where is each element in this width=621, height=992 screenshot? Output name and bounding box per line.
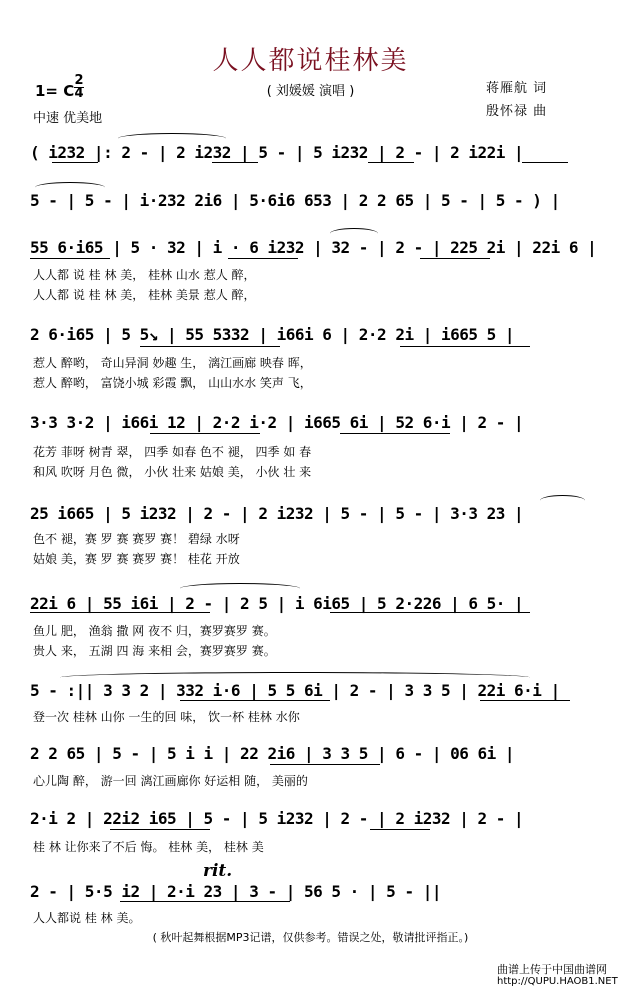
watermark-url: http://QUPU.HAOB1.NET — [497, 976, 618, 987]
score-line-7-lyrics-verse-1: 鱼儿 肥， 渔翁 撒 网 夜不 归，赛罗赛罗 赛。 — [33, 624, 276, 638]
ritardando-mark: rit. — [203, 861, 233, 881]
tie-slur — [180, 583, 300, 594]
score-line-4-notes: 2 6·i65 | 5 5↘ | 55 5332 | i66i 6 | 2·2 2i | i665 5 | — [30, 325, 515, 344]
score-line-4-lyrics-verse-1: 惹人 醉哟， 奇山异洞 妙趣 生， 漓江画廊 映春 晖， — [33, 356, 312, 370]
score-line-3-lyrics-verse-1: 人人都 说 桂 林 美， 桂林 山水 惹人 醉， — [33, 268, 256, 282]
beam-underline — [368, 162, 414, 163]
tie-slur — [60, 672, 530, 683]
score-line-8-lyrics: 登一次 桂林 山你 一生的回 味， 饮一杯 桂林 水你 — [33, 710, 300, 724]
tie-slur — [35, 182, 105, 193]
beam-underline — [120, 901, 290, 902]
score-line-8-notes: 5 - :|| 3 3 2 | 332 i·6 | 5 5 6i | 2 - | 3 3 5 | 22i 6·i | — [30, 681, 560, 700]
tie-slur — [330, 228, 378, 239]
beam-underline — [400, 346, 530, 347]
time-signature-bottom: 4 — [74, 86, 84, 101]
beam-underline — [420, 258, 490, 259]
score-line-7-notes: 22i 6 | 55 i6i | 2 - | 2 5 | i 6i65 | 5 2·226 | 6 5· | — [30, 594, 524, 613]
score-line-5-notes: 3·3 3·2 | i66i 12 | 2·2 i·2 | i665 6i | 52 6·i | 2 - | — [30, 413, 524, 432]
beam-underline — [150, 433, 260, 434]
score-line-6-lyrics-verse-1: 色不 褪，赛 罗 赛 赛罗 赛！ 碧绿 水呀 — [33, 532, 240, 546]
beam-underline — [140, 346, 280, 347]
score-line-2-notes: 5 - | 5 - | i·232 2i6 | 5·6i6 653 | 2 2 65 | 5 - | 5 - ) | — [30, 191, 560, 210]
beam-underline — [212, 162, 258, 163]
tempo-marking: 中速 优美地 — [33, 111, 103, 126]
tie-slur — [118, 133, 226, 144]
score-line-5-lyrics-verse-2: 和风 吹呀 月色 微， 小伙 壮来 姑娘 美， 小伙 壮 来 — [33, 465, 312, 479]
score-line-10-notes: 2·i 2 | 22i2 i65 | 5 - | 5 i232 | 2 - | 2 i232 | 2 - | — [30, 809, 524, 828]
beam-underline — [52, 162, 98, 163]
composer-credit: 殷怀禄 曲 — [486, 104, 548, 119]
score-line-1-notes: ( i232 |: 2 - | 2 i232 | 5 - | 5 i232 | 2 - | 2 i22i | — [30, 143, 524, 162]
watermark-site-name: 曲谱上传于中国曲谱网 — [497, 963, 607, 976]
beam-underline — [330, 612, 530, 613]
score-line-9-notes: 2 2 65 | 5 - | 5 i i | 22 2i6 | 3 3 5 | 6 - | 06 6i | — [30, 744, 515, 763]
score-line-7-lyrics-verse-2: 贵人 来， 五湖 四 海 来相 会，赛罗赛罗 赛。 — [33, 644, 276, 658]
beam-underline — [180, 700, 330, 701]
score-line-6-notes: 25 i665 | 5 i232 | 2 - | 2 i232 | 5 - | 5 - | 3·3 23 | — [30, 504, 524, 523]
beam-underline — [228, 258, 298, 259]
score-line-3-notes: 55 6·i65 | 5 · 32 | i · 6 i232 | 32 - | 2 - | 225 2i | 22i 6 | — [30, 238, 597, 257]
tie-slur — [540, 495, 585, 506]
score-line-4-lyrics-verse-2: 惹人 醉哟， 富饶小城 彩霞 飘， 山山水水 笑声 飞， — [33, 376, 312, 390]
score-line-11-notes: 2 - | 5·5 i2 | 2·i 23 | 3 - | 56 5 · | 5 - || — [30, 882, 441, 901]
beam-underline — [480, 700, 570, 701]
key-signature: 1= C — [35, 82, 75, 100]
beam-underline — [30, 612, 210, 613]
score-line-3-lyrics-verse-2: 人人都 说 桂 林 美， 桂林 美景 惹人 醉， — [33, 288, 256, 302]
singer-credit: ( 刘媛媛 演唱 ) — [266, 84, 355, 99]
beam-underline — [270, 764, 380, 765]
score-line-5-lyrics-verse-1: 花芳 菲呀 树青 翠， 四季 如春 色不 褪， 四季 如 春 — [33, 445, 312, 459]
time-signature — [74, 75, 84, 100]
beam-underline — [110, 829, 210, 830]
beam-underline — [30, 258, 110, 259]
score-line-10-lyrics: 桂 林 让你来了不后 悔。 桂林 美， 桂林 美 — [33, 840, 264, 854]
score-line-9-lyrics: 心儿陶 醉， 游一回 漓江画廊你 好运相 随， 美丽的 — [33, 774, 308, 788]
transcription-note: ( 秋叶起舞根据MP3记谱，仅供参考。错误之处，敬请批评指正。) — [152, 931, 469, 944]
beam-underline — [370, 829, 430, 830]
lyricist-credit: 蒋雁航 词 — [486, 81, 548, 96]
score-line-11-lyrics: 人人都说 桂 林 美。 — [33, 911, 141, 925]
time-signature-top: 2 — [74, 73, 84, 88]
song-title: 人人都说桂林美 — [212, 46, 409, 76]
beam-underline — [522, 162, 568, 163]
score-line-6-lyrics-verse-2: 姑娘 美，赛 罗 赛 赛罗 赛！ 桂花 开放 — [33, 552, 240, 566]
beam-underline — [340, 433, 450, 434]
